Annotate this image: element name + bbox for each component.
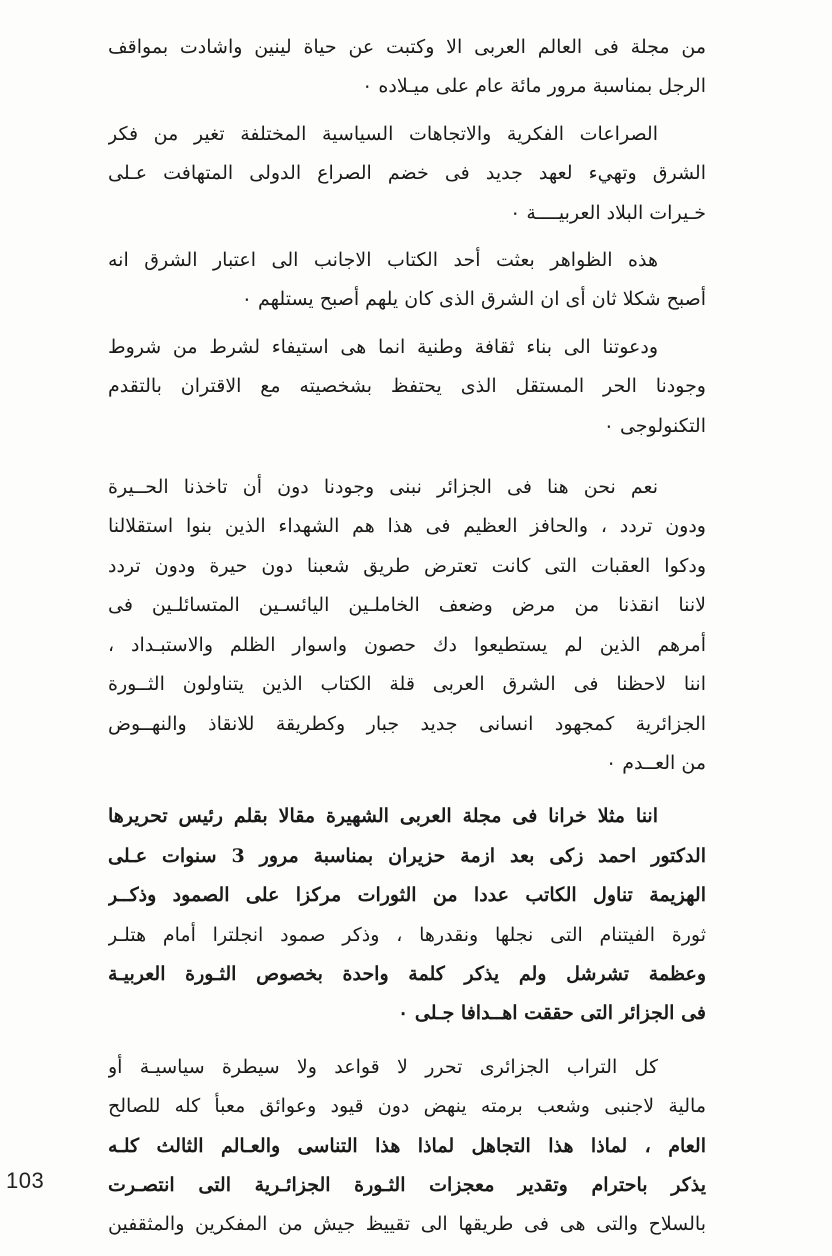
- text-line: الشرق وتهيء لعهد جديد فى خضم الصراع الدولى المتهافت عـلى: [108, 162, 706, 185]
- paragraph-7: [108, 1048, 706, 1245]
- text-line: هذه الظواهر بعثت أحد الكتاب الاجانب الى اعتبار الشرق انه: [108, 249, 658, 272]
- text-line: لاننا انقذنا من مرض وضعف الخاملـين اليائسـين المتسائلـين فى: [108, 594, 706, 617]
- text-line: اننا مثلا خرانا فى مجلة العربى الشهيرة مقالا بقلم رئيس تحريرها: [108, 805, 658, 828]
- text-line: ثورة الفيتنام التى نجلها ونقدرها ، وذكر صمود انجلترا أمام هتلـر: [108, 923, 706, 946]
- text-line: خـيرات البلاد العربيــــة ٠: [510, 201, 706, 224]
- text-line: التكنولوجى ٠: [603, 414, 706, 437]
- text-line: الجزائرية كمجهود انسانى جديد جبار وكطريقة للانقاذ والنهــوض: [108, 712, 706, 735]
- text-line: مالية لاجنبى وشعب برمته ينهض دون قيود وعوائق معبأ كله للصالح: [108, 1095, 706, 1118]
- text-line: اننا لاحظنا فى الشرق العربى قلة الكتاب الذين يتناولون الثــورة: [108, 673, 706, 696]
- text-line: من مجلة فى العالم العربى الا وكتبت عن حياة لينين واشادت بمواقف: [108, 36, 706, 58]
- text-line: الصراعات الفكرية والاتجاهات السياسية المختلفة تغير من فكر: [108, 122, 658, 145]
- text-line: ودعوتنا الى بناء ثقافة وطنية انما هى استيفاء لشرط من شروط: [108, 335, 658, 358]
- text-line: وجودنا الحر المستقل الذى يحتفظ بشخصيته مع الاقتران بالتقدم: [108, 375, 706, 398]
- text-line: الرجل بمناسبة مرور مائة عام على ميـلاده ٠: [362, 75, 706, 98]
- article-body: [108, 28, 706, 1245]
- text-line: أمرهم الذين لم يستطيعوا دك حصون واسوار الظلم والاستبـداد ،: [108, 633, 706, 656]
- text-line: يذكر باحترام وتقدير معجزات الثـورة الجزائـرية التى انتصـرت: [108, 1173, 706, 1196]
- text-line: الدكتور احمد زكى بعد ازمة حزيران بمناسبة مرور 3 سنوات عـلى: [108, 844, 706, 867]
- text-line: وعظمة تشرشل ولم يذكر كلمة واحدة بخصوص الثـورة العربيـة: [108, 962, 706, 985]
- paragraph-1: [108, 28, 706, 107]
- text-line: العام ، لماذا هذا التجاهل لماذا هذا التناسى والعـالم الثالث كلـه: [108, 1134, 706, 1157]
- paragraph-4: [108, 328, 706, 446]
- text-line: أصبح شكلا ثان أى ان الشرق الذى كان يلهم أصبح يستلهم ٠: [241, 288, 706, 311]
- text-line: ودون تردد ، والحافز العظيم فى هذا هم الشهداء الذين بنوا استقلالنا: [108, 515, 706, 538]
- text-line: كل التراب الجزائرى تحرر لا قواعد ولا سيطرة سياسيـة أو: [108, 1055, 658, 1078]
- text-line: ودكوا العقبات التى كانت تعترض طريق شعبنا دون حيرة ودون تردد: [108, 554, 706, 577]
- text-line: نعم نحن هنا فى الجزائر نبنى وجودنا دون أن تاخذنا الحــيرة: [108, 476, 658, 499]
- paragraph-2: [108, 115, 706, 233]
- text-line: فى الجزائر التى حققت اهــدافا جـلى ٠: [398, 1002, 706, 1025]
- page-number: 103: [6, 1168, 45, 1193]
- text-line: من العــدم ٠: [605, 751, 706, 774]
- paragraph-6: [108, 797, 706, 1033]
- text-line: بالسلاح والتى هى فى طريقها الى تقييظ جيش من المفكرين والمثقفين: [108, 1213, 706, 1236]
- paragraph-3: [108, 241, 706, 320]
- text-line: الهزيمة تناول الكاتب عددا من الثورات مركزا على الصمود وذكــر: [108, 884, 706, 907]
- paragraph-5: [108, 468, 706, 783]
